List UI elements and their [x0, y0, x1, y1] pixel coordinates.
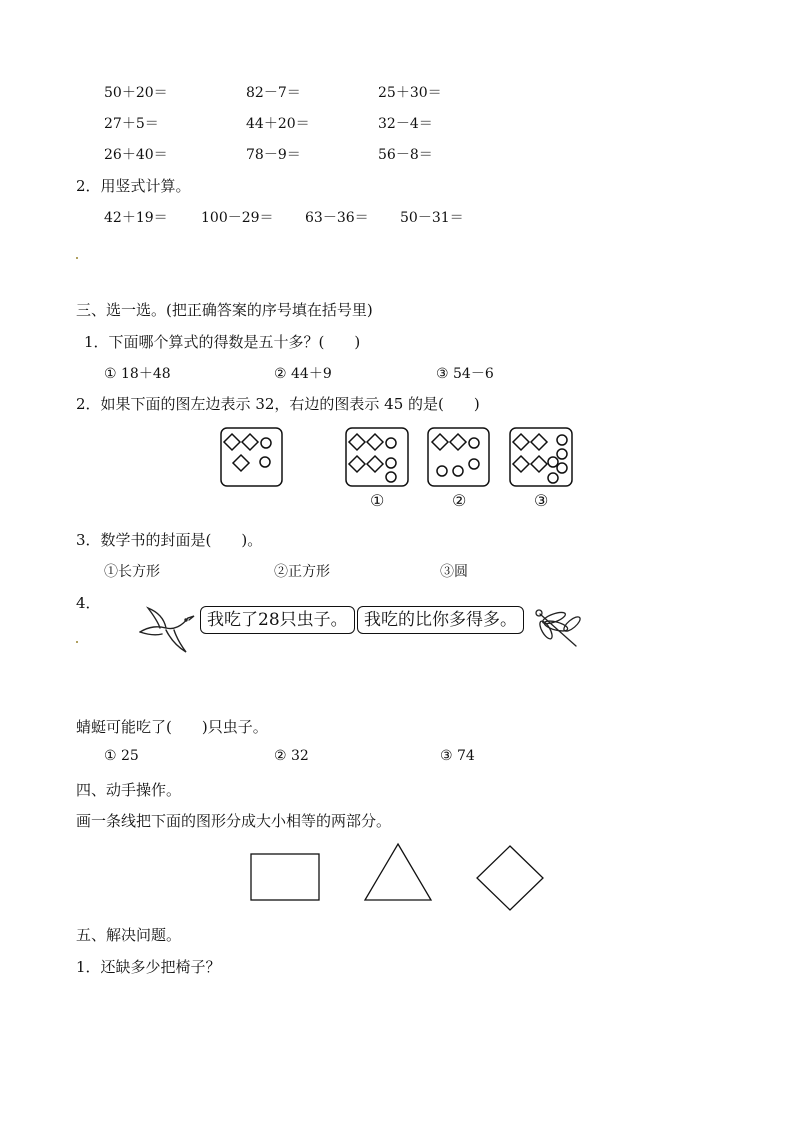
shapes-to-divide — [240, 840, 560, 920]
square-diamond-shape — [477, 846, 543, 910]
speech-bubble-bird — [200, 606, 355, 634]
calc-item: 50＋20＝ — [104, 85, 168, 101]
option: ②正方形 — [274, 564, 330, 580]
question-text: 2．如果下面的图左边表示 32，右边的图表示 45 的是( ) — [76, 395, 480, 413]
option: ③ 54－6 — [436, 366, 494, 382]
bird-speech-text: 我吃了28只虫子。 — [207, 610, 348, 630]
option-label: ② — [452, 491, 467, 510]
dragonfly-speech-text: 我吃的比你多得多。 — [364, 610, 517, 630]
option: ①长方形 — [104, 564, 160, 580]
question-number: 4． — [76, 594, 101, 612]
calc-item: 56－8＝ — [378, 147, 433, 163]
option-label: ① — [370, 491, 385, 510]
dragonfly-icon — [532, 606, 586, 652]
calc-item: 25＋30＝ — [378, 85, 442, 101]
calc-item: 27＋5＝ — [104, 116, 159, 132]
shape-boxes-figure — [0, 0, 794, 520]
calc-item: 63－36＝ — [305, 210, 369, 226]
calc-item: 26＋40＝ — [104, 147, 168, 163]
question-text: 1．还缺多少把椅子？ — [76, 958, 221, 976]
option: ② 32 — [274, 748, 309, 764]
calc-item: 78－9＝ — [246, 147, 301, 163]
option: ① 18＋48 — [104, 366, 171, 382]
question-text: 1．下面哪个算式的得数是五十多？( ) — [84, 333, 361, 351]
question-title: 2．用竖式计算。 — [76, 177, 191, 195]
calc-item: 50－31＝ — [400, 210, 464, 226]
calc-item: 100－29＝ — [201, 210, 274, 226]
question-text: 3．数学书的封面是( )。 — [76, 531, 263, 549]
calc-item: 42＋19＝ — [104, 210, 168, 226]
section-title: 四、动手操作。 — [76, 781, 182, 799]
speech-bubble-dragonfly — [357, 606, 524, 634]
rectangle-shape — [251, 854, 319, 900]
instruction-text: 画一条线把下面的图形分成大小相等的两部分。 — [76, 812, 392, 830]
option: ③圆 — [440, 564, 468, 580]
stray-mark — [76, 641, 78, 643]
calc-item: 44＋20＝ — [246, 116, 310, 132]
section-title: 三、选一选。(把正确答案的序号填在括号里) — [76, 301, 373, 319]
option-label: ③ — [534, 491, 549, 510]
question-text: 蜻蜓可能吃了( )只虫子。 — [76, 718, 268, 736]
option: ② 44＋9 — [274, 366, 332, 382]
triangle-shape — [365, 844, 431, 900]
option: ① 25 — [104, 748, 139, 764]
option: ③ 74 — [440, 748, 475, 764]
calc-item: 32－4＝ — [378, 116, 433, 132]
bird-icon — [136, 604, 196, 656]
section-title: 五、解决问题。 — [76, 926, 182, 944]
calc-item: 82－7＝ — [246, 85, 301, 101]
